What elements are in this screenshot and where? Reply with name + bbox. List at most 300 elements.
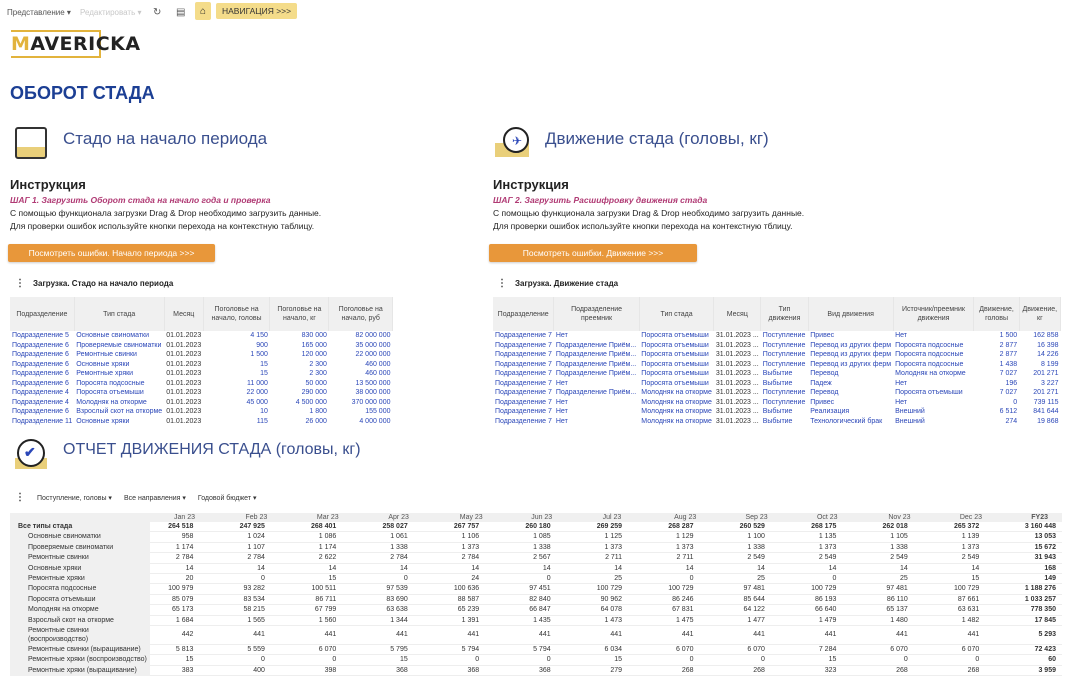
table-cell[interactable]: 01.01.2023: [166, 351, 202, 358]
table-row: [493, 407, 1061, 417]
table-cell[interactable]: 2 877: [999, 351, 1018, 358]
filter-version[interactable]: Годовой бюджет ▾: [197, 494, 257, 502]
table-cell[interactable]: 4 000 000: [359, 417, 391, 425]
report-cell: 0: [864, 655, 935, 665]
column-header[interactable]: Тип стада: [74, 297, 164, 331]
table-cell[interactable]: 10: [260, 408, 268, 415]
column-header[interactable]: Jan 23: [150, 513, 221, 522]
table-cell[interactable]: Технологический брак: [810, 417, 883, 425]
table-cell[interactable]: 45 000: [246, 398, 268, 406]
table-cell[interactable]: Нет: [555, 332, 568, 339]
report-cell: 400: [221, 665, 292, 675]
table-cell[interactable]: Поросята подсосные: [895, 360, 964, 368]
row-label[interactable]: Все типы стада: [10, 522, 150, 532]
column-header[interactable]: Aug 23: [650, 513, 721, 522]
row-label[interactable]: Ремонтные хряки (выращивание): [10, 665, 150, 675]
table-cell[interactable]: 155 000: [365, 408, 391, 415]
table-cell[interactable]: Поступление: [762, 351, 806, 358]
table-cell[interactable]: Поросята подсосные: [895, 341, 964, 349]
table-cell[interactable]: Подразделение 6: [12, 370, 69, 377]
edit-menu-label: Редактировать: [80, 7, 136, 17]
table-cell[interactable]: Молодняк на откорме: [641, 408, 712, 415]
report-cell: 67 831: [650, 605, 721, 615]
table-cell[interactable]: Молодняк на откорме: [641, 398, 712, 406]
table-cell[interactable]: Молодняк на откорме: [76, 398, 147, 406]
table-cell[interactable]: 15: [260, 370, 268, 377]
table-cell[interactable]: Поросята отъемыши: [641, 341, 709, 349]
table-cell[interactable]: Молодняк на откорме: [895, 370, 966, 377]
view-errors-start-button[interactable]: Посмотреть ошибки. Начало периода >>>: [8, 244, 215, 262]
report-table: [10, 513, 1062, 676]
table-cell[interactable]: 290 000: [301, 389, 327, 396]
table-cell[interactable]: Поступление: [762, 398, 806, 406]
report-row: [10, 665, 1062, 675]
table-cell[interactable]: 900: [256, 341, 268, 349]
report-cell: 86 711: [293, 594, 364, 604]
report-icon[interactable]: ▤: [176, 6, 186, 18]
report-cell: 14: [864, 563, 935, 573]
report-cell: 3 160 448: [1007, 522, 1062, 532]
report-cell: 97 481: [864, 584, 935, 594]
report-cell: 260 180: [507, 522, 578, 532]
column-header[interactable]: Oct 23: [793, 513, 864, 522]
table-cell[interactable]: 162 858: [1033, 332, 1059, 339]
table-row: [493, 379, 1061, 389]
table-cell[interactable]: Основные хряки: [76, 417, 130, 425]
report-cell: 86 246: [650, 594, 721, 604]
table-cell[interactable]: Подразделение Приём...: [555, 389, 637, 396]
table-cell[interactable]: 31.01.2023 ...: [715, 351, 759, 358]
report-cell: 5 559: [221, 644, 292, 654]
table-cell[interactable]: 201 271: [1033, 389, 1059, 396]
table-cell[interactable]: Поросята отъемыши: [641, 370, 709, 377]
table-cell[interactable]: Падеж: [810, 379, 832, 387]
report-cell: 6 034: [579, 644, 650, 654]
more-icon[interactable]: ⋮: [497, 278, 507, 289]
column-header[interactable]: Sep 23: [722, 513, 793, 522]
column-header[interactable]: Тип стада: [639, 297, 714, 331]
section-heading-start: Стадо на начало периода: [63, 129, 268, 148]
table-cell[interactable]: Подразделение 11: [12, 417, 73, 425]
table-cell[interactable]: 16 398: [1037, 341, 1059, 349]
table-cell[interactable]: Подразделение 6: [12, 341, 69, 349]
table-cell[interactable]: Выбытие: [762, 379, 793, 387]
table-cell[interactable]: Перевод: [810, 370, 839, 377]
table-cell[interactable]: Поросята отъемыши: [641, 351, 709, 358]
table-cell[interactable]: Привес: [810, 332, 835, 339]
table-cell[interactable]: 01.01.2023: [166, 417, 202, 425]
report-cell: 90 962: [579, 594, 650, 604]
column-header[interactable]: Jun 23: [507, 513, 578, 522]
report-cell: 1 684: [150, 615, 221, 625]
report-cell: 1 125: [579, 532, 650, 542]
report-cell: 5 794: [436, 644, 507, 654]
table-cell[interactable]: 13 500 000: [355, 379, 391, 387]
table-cell[interactable]: Молодняк на откорме: [641, 417, 712, 425]
report-cell: 1 565: [221, 615, 292, 625]
report-cell: 268: [936, 665, 1007, 675]
table-cell[interactable]: Подразделение 6: [12, 379, 69, 387]
table-cell[interactable]: Подразделение Приём...: [555, 360, 637, 368]
table-cell[interactable]: Нет: [895, 398, 908, 406]
report-cell: 6 070: [864, 644, 935, 654]
row-label[interactable]: Ремонтные хряки: [10, 574, 150, 584]
table-cell[interactable]: 22 000 000: [355, 351, 391, 358]
table-cell[interactable]: 7 027: [999, 389, 1018, 396]
table-cell[interactable]: 31.01.2023 ...: [715, 360, 759, 368]
home-icon[interactable]: ⌂: [195, 2, 211, 20]
report-cell: 1 373: [650, 542, 721, 552]
table-cell[interactable]: Подразделение Приём...: [555, 351, 637, 358]
table-cell[interactable]: Подразделение Приём...: [555, 341, 637, 349]
table-cell[interactable]: Нет: [555, 417, 568, 425]
table-cell[interactable]: 830 000: [301, 332, 327, 339]
report-cell: 86 110: [864, 594, 935, 604]
table-row: [493, 369, 1061, 379]
column-header[interactable]: Движение, кг: [1019, 297, 1060, 331]
table-cell[interactable]: 1 500: [250, 351, 268, 358]
table-cell[interactable]: Поступление: [762, 341, 806, 349]
table-cell[interactable]: 739 115: [1033, 398, 1059, 406]
table-cell[interactable]: Подразделение 7: [495, 360, 552, 368]
step-text: ШАГ 2. Загрузить Расшифровку движения стада: [493, 195, 708, 205]
report-cell: 0: [221, 655, 292, 665]
table-cell[interactable]: 31.01.2023 ...: [715, 341, 759, 349]
table-cell[interactable]: Ремонтные хряки: [76, 370, 134, 377]
table-cell[interactable]: Выбытие: [762, 417, 793, 425]
table-cell[interactable]: Взрослый скот на откорме: [76, 408, 163, 415]
table-cell[interactable]: Проверяемые свиноматки: [76, 341, 162, 349]
view-errors-movement-button[interactable]: Посмотреть ошибки. Движение >>>: [489, 244, 697, 262]
report-row: [10, 584, 1062, 594]
table-cell[interactable]: Подразделение 7: [495, 351, 552, 358]
row-label[interactable]: Ремонтные свинки: [10, 553, 150, 563]
table-cell[interactable]: 165 000: [301, 341, 327, 349]
table-row: [10, 417, 393, 427]
step-text: ШАГ 1. Загрузить Оборот стада на начало года и проверка: [10, 195, 271, 205]
more-icon[interactable]: ⋮: [15, 278, 25, 289]
report-cell: 2 711: [579, 553, 650, 563]
report-cell: 958: [150, 532, 221, 542]
table-cell[interactable]: 01.01.2023: [166, 341, 202, 349]
table-cell[interactable]: 4 500 000: [295, 398, 327, 406]
report-cell: 65 239: [436, 605, 507, 615]
more-icon[interactable]: ⋮: [15, 492, 25, 503]
table-cell[interactable]: 3 227: [1040, 379, 1059, 387]
table-cell[interactable]: 01.01.2023: [166, 332, 202, 339]
report-cell: 15: [793, 655, 864, 665]
report-cell: 1 107: [221, 542, 292, 552]
table-cell[interactable]: 19 868: [1037, 417, 1059, 425]
table-cell[interactable]: Подразделение 5: [12, 332, 69, 339]
table-cell[interactable]: 120 000: [301, 351, 327, 358]
column-header[interactable]: Тип движения: [761, 297, 809, 331]
row-label[interactable]: Молодняк на откорме: [10, 605, 150, 615]
report-cell: 2 784: [150, 553, 221, 563]
row-label[interactable]: Проверяемые свиноматки: [10, 542, 150, 552]
report-cell: 100 729: [579, 584, 650, 594]
table-cell[interactable]: 26 000: [305, 417, 327, 425]
table-cell[interactable]: 31.01.2023 ...: [715, 398, 759, 406]
table-cell[interactable]: Нет: [555, 379, 568, 387]
report-cell: 100 511: [293, 584, 364, 594]
column-header[interactable]: Mar 23: [293, 513, 364, 522]
table-cell[interactable]: Поросята отъемыши: [641, 332, 709, 339]
column-header[interactable]: Месяц: [164, 297, 203, 331]
report-cell: 93 282: [221, 584, 292, 594]
report-cell: 100 729: [650, 584, 721, 594]
filter-measure[interactable]: Поступление, головы ▾: [37, 494, 112, 502]
table-cell[interactable]: Подразделение 4: [12, 389, 69, 396]
row-label[interactable]: Поросята подсосные: [10, 584, 150, 594]
report-cell: 323: [793, 665, 864, 675]
table-cell[interactable]: Поросята подсосные: [895, 351, 964, 358]
table-cell[interactable]: Перевод: [810, 389, 839, 396]
table-cell[interactable]: 01.01.2023: [166, 379, 202, 387]
table-cell[interactable]: 274: [1005, 417, 1018, 425]
table-cell[interactable]: Подразделение 7: [495, 389, 552, 396]
table-cell[interactable]: Подразделение 4: [12, 398, 69, 406]
report-cell: 2 549: [722, 553, 793, 563]
table-cell[interactable]: 196: [1005, 379, 1018, 387]
table-cell[interactable]: Поросята отъемыши: [641, 360, 709, 368]
column-header[interactable]: Dec 23: [936, 513, 1007, 522]
table-cell[interactable]: Подразделение 7: [495, 370, 552, 377]
table-cell[interactable]: 370 000 000: [351, 398, 391, 406]
report-cell: 20: [150, 574, 221, 584]
report-cell: 1 085: [507, 532, 578, 542]
row-label[interactable]: Основные свиноматки: [10, 532, 150, 542]
column-header[interactable]: May 23: [436, 513, 507, 522]
table-cell[interactable]: 31.01.2023 ...: [715, 332, 759, 339]
table-cell[interactable]: 31.01.2023 ...: [715, 379, 759, 387]
report-cell: 15: [293, 574, 364, 584]
table-cell[interactable]: 31.01.2023 ...: [715, 417, 759, 425]
table-cell[interactable]: Нет: [555, 408, 568, 415]
table-cell[interactable]: Перевод из других ферм: [810, 351, 892, 358]
table-cell[interactable]: 2 300: [309, 370, 327, 377]
table-cell[interactable]: 38 000 000: [355, 389, 391, 396]
column-header[interactable]: Apr 23: [364, 513, 435, 522]
table-cell[interactable]: Нет: [895, 379, 908, 387]
table-cell[interactable]: 14 226: [1037, 351, 1059, 358]
report-cell: 1 473: [579, 615, 650, 625]
column-header[interactable]: Источник/преемник движения: [893, 297, 974, 331]
table-cell[interactable]: 31.01.2023 ...: [715, 389, 759, 396]
table-cell[interactable]: Подразделение 7: [495, 398, 552, 406]
report-cell: 2 784: [436, 553, 507, 563]
report-cell: 31 943: [1007, 553, 1062, 563]
column-header[interactable]: Поголовье на начало, головы: [203, 297, 270, 331]
report-cell: 268 287: [650, 522, 721, 532]
table-cell[interactable]: 15: [260, 360, 268, 368]
report-cell: 441: [650, 626, 721, 645]
row-label[interactable]: Взрослый скот на откорме: [10, 615, 150, 625]
report-cell: 15 672: [1007, 542, 1062, 552]
report-check-icon: ✔: [15, 438, 47, 470]
table-cell[interactable]: Выбытие: [762, 408, 793, 415]
report-cell: 168: [1007, 563, 1062, 573]
table-cell[interactable]: 31.01.2023 ...: [715, 370, 759, 377]
table-cell[interactable]: 460 000: [365, 360, 391, 368]
table-cell[interactable]: 01.01.2023: [166, 370, 202, 377]
table-cell[interactable]: Поросята отъемыши: [76, 389, 144, 396]
report-cell: 86 193: [793, 594, 864, 604]
report-cell: 1 560: [293, 615, 364, 625]
table-cell[interactable]: Реализация: [810, 408, 850, 415]
report-cell: 1 477: [722, 615, 793, 625]
table-cell[interactable]: 4 150: [250, 332, 268, 339]
table-cell[interactable]: Поступление: [762, 360, 806, 368]
column-header[interactable]: Подразделение: [10, 297, 74, 331]
table-cell[interactable]: 35 000 000: [355, 341, 391, 349]
column-header[interactable]: Feb 23: [221, 513, 292, 522]
table-cell[interactable]: 1 438: [999, 360, 1018, 368]
table-cell[interactable]: Подразделение 7: [495, 332, 552, 339]
row-label[interactable]: Ремонтные хряки (воспроизводство): [10, 655, 150, 665]
table-cell[interactable]: Подразделение Приём...: [555, 370, 637, 377]
start-herd-table: [10, 297, 393, 426]
report-cell: 441: [364, 626, 435, 645]
instruction-heading: Инструкция: [10, 177, 86, 192]
table-cell[interactable]: 01.01.2023: [166, 360, 202, 368]
table-cell[interactable]: Основные хряки: [76, 360, 130, 368]
report-cell: 88 587: [436, 594, 507, 604]
report-cell: 442: [150, 626, 221, 645]
table-cell[interactable]: 01.01.2023: [166, 398, 202, 406]
table-cell[interactable]: Перевод из других ферм: [810, 360, 892, 368]
table-cell[interactable]: Перевод из других ферм: [810, 341, 892, 349]
table-cell[interactable]: 01.01.2023: [166, 389, 202, 396]
table-cell[interactable]: Молодняк на откорме: [641, 389, 712, 396]
report-cell: 5 794: [507, 644, 578, 654]
report-cell: 82 840: [507, 594, 578, 604]
report-cell: 1 135: [793, 532, 864, 542]
header-row: [10, 297, 393, 331]
report-row: [10, 563, 1062, 573]
table-cell[interactable]: Поступление: [762, 332, 806, 339]
report-cell: 65 173: [150, 605, 221, 615]
instruction-line: С помощью функционала загрузки Drag & Drop необходимо загрузить данные.: [493, 208, 805, 218]
report-cell: 0: [364, 574, 435, 584]
report-cell: 279: [579, 665, 650, 675]
herd-movement-icon: ✈: [495, 125, 531, 159]
report-cell: 7 284: [793, 644, 864, 654]
table-cell[interactable]: 115: [256, 417, 268, 425]
table-cell[interactable]: Внешний: [895, 417, 925, 425]
report-cell: 778 350: [1007, 605, 1062, 615]
report-row: [10, 626, 1062, 645]
table-cell[interactable]: 841 644: [1033, 408, 1059, 415]
table-cell[interactable]: Поступление: [762, 389, 806, 396]
report-cell: 64 122: [722, 605, 793, 615]
table-cell[interactable]: 22 000: [246, 389, 268, 396]
table-cell[interactable]: 82 000 000: [355, 332, 391, 339]
column-header[interactable]: Поголовье на начало, руб: [329, 297, 393, 331]
report-cell: 14: [650, 563, 721, 573]
column-header[interactable]: Месяц: [714, 297, 761, 331]
report-row: [10, 522, 1062, 532]
table-cell[interactable]: Поросята отъемыши: [641, 379, 709, 387]
row-label[interactable]: Ремонтные свинки (воспроизводство): [10, 626, 150, 645]
report-row: [10, 594, 1062, 604]
table-cell[interactable]: Подразделение 7: [495, 408, 552, 415]
navigation-button[interactable]: НАВИГАЦИЯ >>>: [216, 3, 297, 19]
table-cell[interactable]: Подразделение 6: [12, 351, 69, 358]
report-cell: 14: [722, 563, 793, 573]
table-cell[interactable]: 8 199: [1040, 360, 1059, 368]
table-cell[interactable]: Основные свиноматки: [76, 332, 150, 339]
table-cell[interactable]: Подразделение 7: [495, 379, 552, 387]
table-cell[interactable]: 2 300: [309, 360, 327, 368]
edit-menu[interactable]: Редактировать ▾: [80, 7, 142, 17]
report-cell: 441: [579, 626, 650, 645]
table-cell[interactable]: 6 512: [999, 408, 1018, 415]
report-cell: 1 174: [150, 542, 221, 552]
row-label[interactable]: Ремонтные свинки (выращивание): [10, 644, 150, 654]
column-header[interactable]: FY23: [1007, 513, 1062, 522]
table-row: [493, 331, 1061, 341]
table-cell[interactable]: Подразделение 7: [495, 417, 552, 425]
table-cell[interactable]: Подразделение 6: [12, 360, 69, 368]
table-cell[interactable]: 31.01.2023 ...: [715, 408, 759, 415]
column-header[interactable]: Поголовье на начало, кг: [270, 297, 329, 331]
row-label[interactable]: Основные хряки: [10, 563, 150, 573]
table-cell[interactable]: 01.01.2023: [166, 408, 202, 415]
report-cell: 72 423: [1007, 644, 1062, 654]
report-cell: 1 480: [864, 615, 935, 625]
column-header[interactable]: Движение, головы: [974, 297, 1019, 331]
table-cell[interactable]: Ремонтные свинки: [76, 351, 137, 358]
column-header[interactable]: Подразделение: [493, 297, 554, 331]
table-cell[interactable]: Привес: [810, 398, 835, 406]
table-cell[interactable]: Нет: [555, 398, 568, 406]
refresh-icon[interactable]: ↻: [153, 6, 162, 18]
view-menu[interactable]: Представление ▾: [7, 7, 71, 17]
report-heading: ОТЧЕТ ДВИЖЕНИЯ СТАДА (головы, кг): [63, 441, 361, 458]
report-cell: 13 053: [1007, 532, 1062, 542]
table-cell[interactable]: Подразделение 6: [12, 408, 69, 415]
table-cell[interactable]: 1 500: [999, 332, 1018, 339]
table-cell[interactable]: 0: [1013, 398, 1018, 406]
row-label[interactable]: Поросята отъемыши: [10, 594, 150, 604]
table-cell[interactable]: 201 271: [1033, 370, 1059, 377]
table-cell[interactable]: Внешний: [895, 408, 925, 415]
table-cell[interactable]: 7 027: [999, 370, 1018, 377]
table-cell[interactable]: Поросята подсосные: [76, 379, 145, 387]
table-cell[interactable]: 460 000: [365, 370, 391, 377]
report-cell: 1 106: [436, 532, 507, 542]
table-row: [10, 407, 393, 417]
report-cell: 1 373: [793, 542, 864, 552]
column-header[interactable]: Nov 23: [864, 513, 935, 522]
table-cell[interactable]: Нет: [895, 332, 908, 339]
table-cell[interactable]: Выбытие: [762, 370, 793, 377]
column-header[interactable]: Jul 23: [579, 513, 650, 522]
filter-direction[interactable]: Все направления ▾: [123, 494, 186, 502]
report-cell: 1 435: [507, 615, 578, 625]
table-cell[interactable]: 1 800: [309, 408, 327, 415]
report-cell: 441: [436, 626, 507, 645]
column-header[interactable]: Подразделение преемник: [554, 297, 639, 331]
table-cell[interactable]: 2 877: [999, 341, 1018, 349]
table-cell[interactable]: Поросята отъемыши: [895, 389, 963, 396]
column-header[interactable]: Вид движения: [808, 297, 893, 331]
table-cell[interactable]: 50 000: [305, 379, 327, 387]
table-cell[interactable]: Подразделение 7: [495, 341, 552, 349]
table-cell[interactable]: 11 000: [247, 379, 268, 387]
report-cell: 15: [150, 655, 221, 665]
